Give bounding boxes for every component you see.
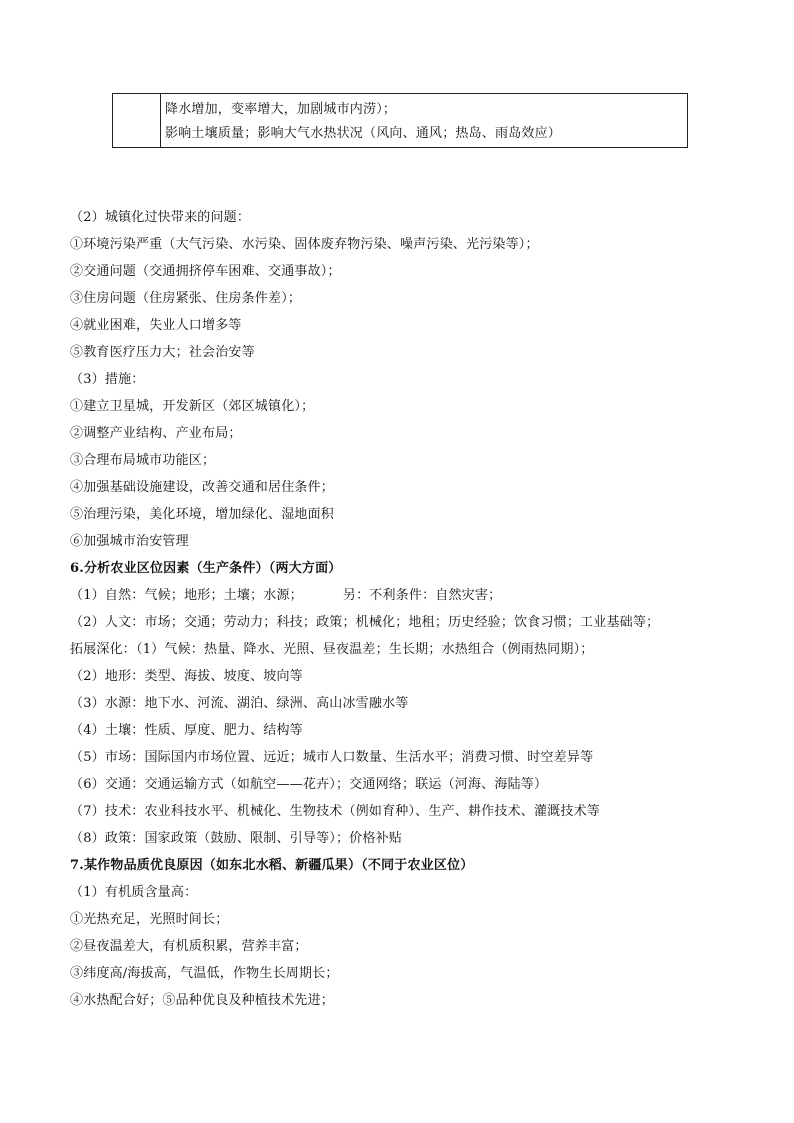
table-label-cell bbox=[113, 94, 161, 147]
list-item: ①环境污染严重（大气污染、水污染、固体废弃物污染、噪声污染、光污染等）； bbox=[70, 237, 539, 252]
list-item: ②调整产业结构、产业布局； bbox=[70, 426, 242, 441]
list-item: ⑥加强城市治安管理 bbox=[70, 534, 189, 549]
list-item: ⑤教育医疗压力大；社会治安等 bbox=[70, 345, 255, 360]
human-factors-line: （2）人文：市场；交通；劳动力；科技；政策；机械化；地租；历史经验；饮食习惯；工业基础等； bbox=[70, 615, 660, 630]
list-item: （7）技术：农业科技水平、机械化、生物技术（例如育种）、生产、耕作技术、灌溉技术等 bbox=[70, 804, 600, 819]
list-item: ①建立卫星城，开发新区（郊区城镇化）； bbox=[70, 399, 315, 414]
list-item: ③住房问题（住房紧张、住房条件差）； bbox=[70, 291, 302, 306]
list-item: ③纬度高/海拔高，气温低，作物生长周期长； bbox=[70, 966, 339, 981]
list-item: （4）土壤：性质、厚度、肥力、结构等 bbox=[70, 723, 303, 738]
list-item: ④水热配合好；⑤品种优良及种植技术先进； bbox=[70, 993, 335, 1008]
section-6-title: 6.分析农业区位因素（生产条件）（两大方面） bbox=[70, 561, 342, 576]
table-line-2: 影响土壤质量；影响大气水热状况（风向、通风；热岛、雨岛效应） bbox=[165, 126, 562, 141]
list-item: （5）市场：国际国内市场位置、远近；城市人口数量、生活水平；消费习惯、时空差异等 bbox=[70, 750, 594, 765]
list-item: ③合理布局城市功能区； bbox=[70, 453, 216, 468]
body-text bbox=[70, 204, 750, 1014]
list-item: （3）水源：地下水、河流、湖泊、绿洲、高山冰雪融水等 bbox=[70, 696, 409, 711]
table-line-1: 降水增加，变率增大，加剧城市内涝）； bbox=[165, 102, 397, 117]
unfavorable-conditions: 另：不利条件：自然灾害； bbox=[342, 588, 502, 603]
deepen-line: 拓展深化：（1）气候：热量、降水、光照、昼夜温差；生长期；水热组合（例雨热同期）； bbox=[70, 642, 594, 657]
table-content-cell bbox=[161, 94, 687, 147]
natural-factors: （1）自然：气候；地形；土壤；水源； bbox=[70, 588, 303, 603]
section-7-heading: （1）有机质含量高： bbox=[70, 885, 198, 900]
natural-factors-line bbox=[70, 582, 750, 609]
list-item: ⑤治理污染，美化环境，增加绿化、湿地面积 bbox=[70, 507, 335, 522]
list-item: （2）地形：类型、海拔、坡度、坡向等 bbox=[70, 669, 303, 684]
list-item: （6）交通：交通运输方式（如航空——花卉）；交通网络；联运（河海、海陆等） bbox=[70, 777, 548, 792]
list-item: （8）政策：国家政策（鼓励、限制、引导等）；价格补贴 bbox=[70, 831, 402, 846]
list-item: ②昼夜温差大，有机质积累，营养丰富； bbox=[70, 939, 308, 954]
section-3-heading: （3）措施： bbox=[70, 372, 145, 387]
section-7-title: 7.某作物品质优良原因（如东北水稻、新疆瓜果）（不同于农业区位） bbox=[70, 858, 474, 873]
list-item: ①光热充足，光照时间长； bbox=[70, 912, 229, 927]
list-item: ④就业困难，失业人口增多等 bbox=[70, 318, 242, 333]
list-item: ④加强基础设施建设，改善交通和居住条件； bbox=[70, 480, 335, 495]
list-item: ②交通问题（交通拥挤停车困难、交通事故）； bbox=[70, 264, 341, 279]
section-2-heading: （2）城镇化过快带来的问题： bbox=[70, 210, 251, 225]
content-table bbox=[112, 93, 688, 148]
